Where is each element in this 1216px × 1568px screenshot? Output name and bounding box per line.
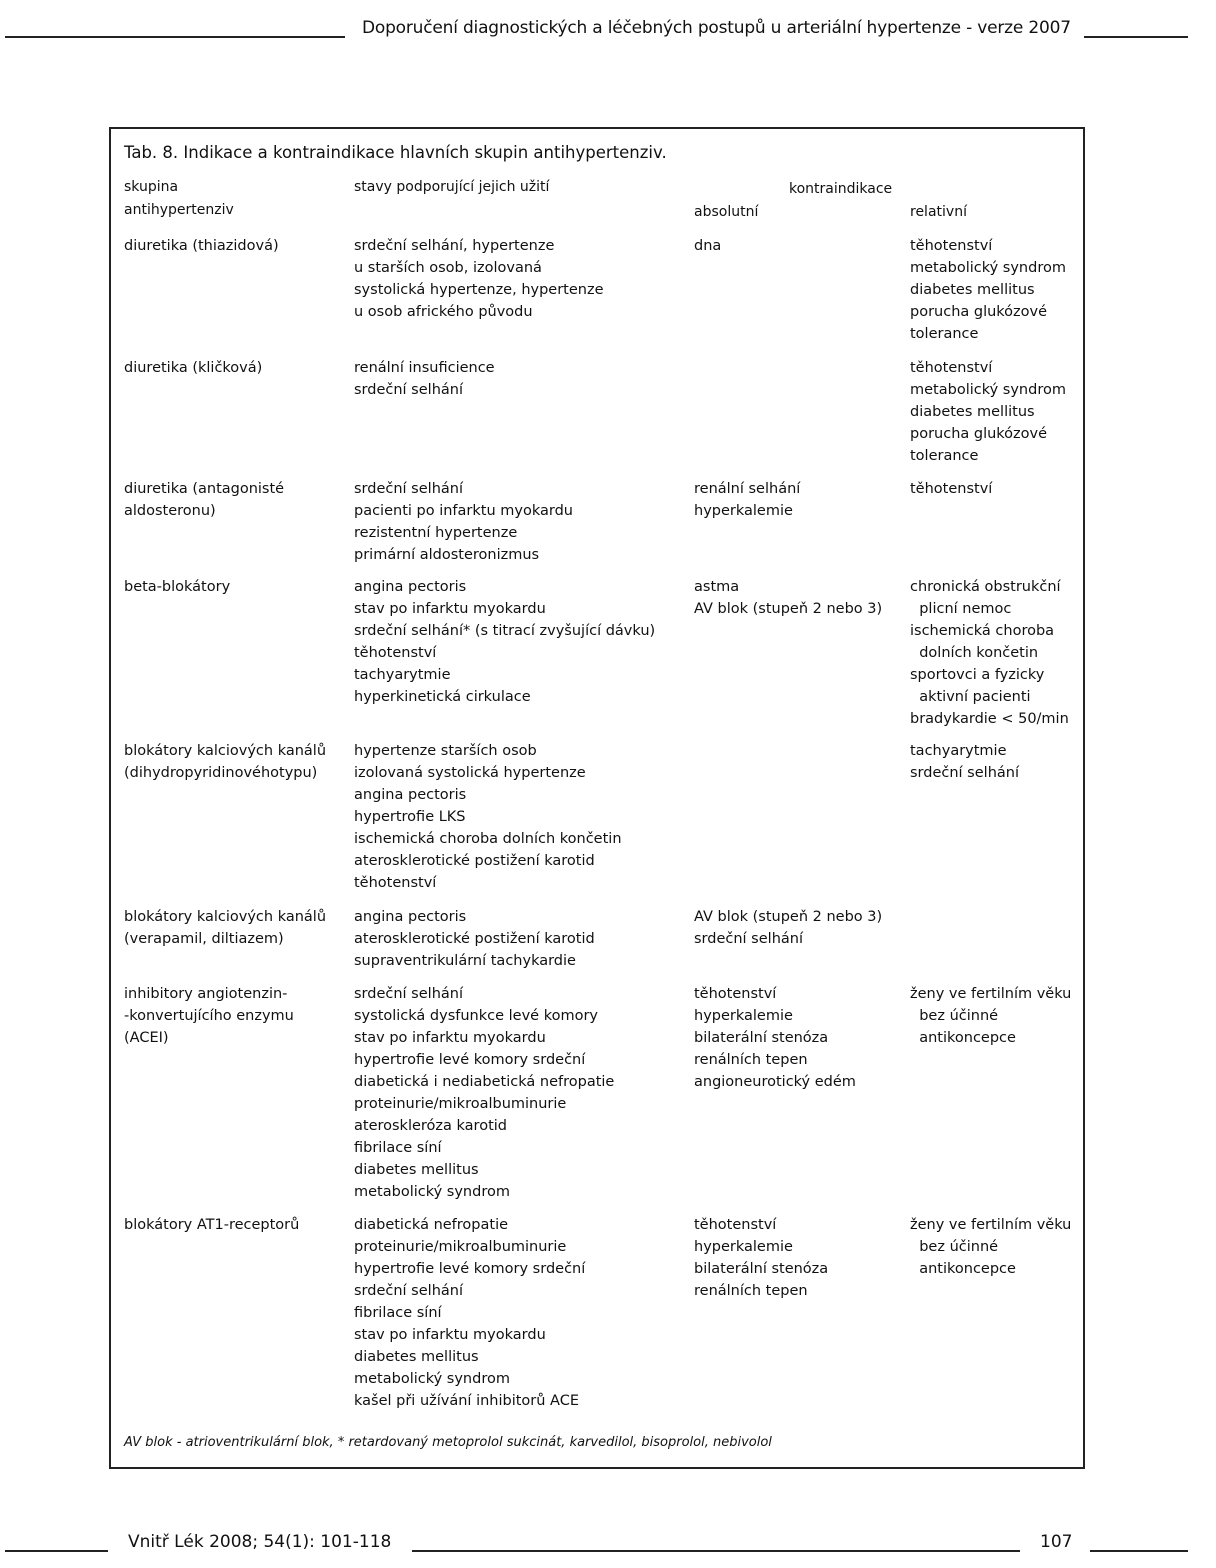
cell-line: diabetes mellitus bbox=[910, 404, 1035, 420]
header-indications: stavy podporující jejich užití bbox=[354, 179, 550, 195]
group-cell bbox=[124, 1214, 299, 1236]
cell-line: srdeční selhání bbox=[354, 986, 463, 1002]
cell-line: těhotenství bbox=[354, 645, 437, 661]
cell-line: diabetes mellitus bbox=[354, 1162, 479, 1178]
absolute-cell bbox=[694, 478, 800, 522]
group-cell bbox=[124, 740, 326, 784]
cell-line: diuretika (thiazidová) bbox=[124, 238, 279, 254]
page-number: 107 bbox=[1040, 1532, 1073, 1552]
group-cell bbox=[124, 235, 279, 257]
cell-line: aldosteronu) bbox=[124, 503, 216, 519]
cell-line: tachyarytmie bbox=[910, 743, 1007, 759]
cell-line: angina pectoris bbox=[354, 909, 467, 925]
cell-line: tolerance bbox=[910, 326, 979, 342]
cell-line: ischemická choroba dolních končetin bbox=[354, 831, 622, 847]
cell-line: (verapamil, diltiazem) bbox=[124, 931, 284, 947]
absolute-cell bbox=[694, 1214, 828, 1302]
cell-line: srdeční selhání* (s titrací zvyšující dávku) bbox=[354, 623, 656, 639]
indications-cell bbox=[354, 906, 595, 972]
cell-line: porucha glukózové bbox=[910, 426, 1048, 442]
cell-line: proteinurie/mikroalbuminurie bbox=[354, 1096, 567, 1112]
cell-line: fibrilace síní bbox=[354, 1140, 442, 1156]
cell-line: beta-blokátory bbox=[124, 579, 231, 595]
cell-line: systolická dysfunkce levé komory bbox=[354, 1008, 598, 1024]
cell-line: těhotenství bbox=[354, 875, 437, 891]
absolute-cell bbox=[694, 983, 856, 1093]
footer-rule-right bbox=[1090, 1550, 1188, 1552]
group-cell bbox=[124, 357, 262, 379]
cell-line: těhotenství bbox=[910, 238, 993, 254]
cell-line: metabolický syndrom bbox=[354, 1184, 510, 1200]
cell-line: chronická obstrukční bbox=[910, 579, 1061, 595]
cell-line: ischemická choroba bbox=[910, 623, 1055, 639]
cell-line: stav po infarktu myokardu bbox=[354, 601, 546, 617]
cell-line: těhotenství bbox=[910, 481, 993, 497]
cell-line: srdeční selhání bbox=[694, 931, 803, 947]
cell-line: astma bbox=[694, 579, 740, 595]
relative-cell bbox=[910, 1214, 1071, 1280]
cell-line: antikoncepce bbox=[910, 1030, 1016, 1046]
cell-line: hypertenze starších osob bbox=[354, 743, 537, 759]
cell-line: blokátory kalciových kanálů bbox=[124, 743, 327, 759]
cell-line: bilaterální stenóza bbox=[694, 1030, 829, 1046]
cell-line: pacienti po infarktu myokardu bbox=[354, 503, 573, 519]
cell-line: těhotenství bbox=[910, 360, 993, 376]
cell-line: diabetes mellitus bbox=[354, 1349, 479, 1365]
cell-line: ženy ve fertilním věku bbox=[910, 986, 1072, 1002]
relative-cell bbox=[910, 235, 1066, 345]
header-contraindications: kontraindikace bbox=[789, 181, 893, 197]
cell-line: srdeční selhání bbox=[354, 382, 463, 398]
cell-line: stav po infarktu myokardu bbox=[354, 1327, 546, 1343]
cell-line: blokátory kalciových kanálů bbox=[124, 909, 327, 925]
cell-line: hyperkalemie bbox=[694, 1008, 793, 1024]
indications-cell bbox=[354, 740, 622, 894]
cell-line: renální insuficience bbox=[354, 360, 495, 376]
cell-line: hyperkalemie bbox=[694, 503, 793, 519]
cell-line: aterosklerotické postižení karotid bbox=[354, 931, 595, 947]
cell-line: fibrilace síní bbox=[354, 1305, 442, 1321]
cell-line: dolních končetin bbox=[910, 645, 1039, 661]
cell-line: bez účinné bbox=[910, 1008, 999, 1024]
cell-line: diuretika (antagonisté bbox=[124, 481, 285, 497]
cell-line: diabetická nefropatie bbox=[354, 1217, 509, 1233]
absolute-cell bbox=[694, 576, 882, 620]
cell-line: těhotenství bbox=[694, 1217, 777, 1233]
footer-rule-middle bbox=[412, 1550, 1020, 1552]
cell-line: u osob afrického původu bbox=[354, 304, 533, 320]
absolute-cell bbox=[694, 906, 882, 950]
cell-line: metabolický syndrom bbox=[354, 1371, 510, 1387]
cell-line: aktivní pacienti bbox=[910, 689, 1031, 705]
cell-line: kašel při užívání inhibitorů ACE bbox=[354, 1393, 580, 1409]
cell-line: renálních tepen bbox=[694, 1052, 808, 1068]
cell-line: ateroskleróza karotid bbox=[354, 1118, 507, 1134]
cell-line: supraventrikulární tachykardie bbox=[354, 953, 576, 969]
cell-line: blokátory AT1-receptorů bbox=[124, 1217, 300, 1233]
header-group-line1: skupina bbox=[124, 179, 179, 195]
cell-line: srdeční selhání, hypertenze bbox=[354, 238, 555, 254]
cell-line: těhotenství bbox=[694, 986, 777, 1002]
cell-line: angioneurotický edém bbox=[694, 1074, 856, 1090]
cell-line: dna bbox=[694, 238, 722, 254]
cell-line: bilaterální stenóza bbox=[694, 1261, 829, 1277]
cell-line: stav po infarktu myokardu bbox=[354, 1030, 546, 1046]
cell-line: tolerance bbox=[910, 448, 979, 464]
cell-line: systolická hypertenze, hypertenze bbox=[354, 282, 604, 298]
cell-line: AV blok (stupeň 2 nebo 3) bbox=[694, 909, 883, 925]
cell-line: plicní nemoc bbox=[910, 601, 1012, 617]
cell-line: primární aldosteronizmus bbox=[354, 547, 540, 563]
cell-line: bez účinné bbox=[910, 1239, 999, 1255]
cell-line: rezistentní hypertenze bbox=[354, 525, 518, 541]
relative-cell bbox=[910, 740, 1019, 784]
cell-line: metabolický syndrom bbox=[910, 382, 1066, 398]
cell-line: aterosklerotické postižení karotid bbox=[354, 853, 595, 869]
absolute-cell bbox=[694, 235, 721, 257]
cell-line: srdeční selhání bbox=[354, 1283, 463, 1299]
cell-line: ženy ve fertilním věku bbox=[910, 1217, 1072, 1233]
header-group-line2: antihypertenziv bbox=[124, 202, 234, 218]
indications-cell bbox=[354, 1214, 585, 1412]
cell-line: AV blok (stupeň 2 nebo 3) bbox=[694, 601, 883, 617]
cell-line: metabolický syndrom bbox=[910, 260, 1066, 276]
cell-line: inhibitory angiotenzin- bbox=[124, 986, 288, 1002]
indications-cell bbox=[354, 576, 655, 708]
group-cell bbox=[124, 906, 326, 950]
cell-line: (ACEI) bbox=[124, 1030, 169, 1046]
journal-citation: Vnitř Lék 2008; 54(1): 101-118 bbox=[128, 1532, 392, 1552]
cell-line: hypertrofie levé komory srdeční bbox=[354, 1052, 586, 1068]
relative-cell bbox=[910, 478, 992, 500]
table-title: Tab. 8. Indikace a kontraindikace hlavních skupin antihypertenziv. bbox=[124, 143, 667, 162]
cell-line: izolovaná systolická hypertenze bbox=[354, 765, 586, 781]
cell-line: hyperkinetická cirkulace bbox=[354, 689, 531, 705]
cell-line: hypertrofie levé komory srdeční bbox=[354, 1261, 586, 1277]
indications-cell bbox=[354, 357, 495, 401]
header-relative: relativní bbox=[910, 204, 967, 220]
running-title: Doporučení diagnostických a léčebných postupů u arteriální hypertenze - verze 2007 bbox=[362, 18, 1071, 38]
relative-cell bbox=[910, 576, 1069, 730]
footer-rule-left bbox=[5, 1550, 108, 1552]
cell-line: (dihydropyridinovéhotypu) bbox=[124, 765, 318, 781]
relative-cell bbox=[910, 983, 1071, 1049]
indications-cell bbox=[354, 983, 614, 1203]
table-frame bbox=[109, 127, 1085, 1469]
indications-cell bbox=[354, 478, 573, 566]
header-absolute: absolutní bbox=[694, 204, 759, 220]
cell-line: hypertrofie LKS bbox=[354, 809, 466, 825]
cell-line: angina pectoris bbox=[354, 579, 467, 595]
cell-line: proteinurie/mikroalbuminurie bbox=[354, 1239, 567, 1255]
cell-line: diabetes mellitus bbox=[910, 282, 1035, 298]
group-cell bbox=[124, 478, 284, 522]
group-cell bbox=[124, 983, 294, 1049]
cell-line: antikoncepce bbox=[910, 1261, 1016, 1277]
cell-line: sportovci a fyzicky bbox=[910, 667, 1045, 683]
cell-line: u starších osob, izolovaná bbox=[354, 260, 542, 276]
cell-line: srdeční selhání bbox=[354, 481, 463, 497]
cell-line: renální selhání bbox=[694, 481, 801, 497]
cell-line: diabetická i nediabetická nefropatie bbox=[354, 1074, 615, 1090]
group-cell bbox=[124, 576, 230, 598]
cell-line: hyperkalemie bbox=[694, 1239, 793, 1255]
cell-line: porucha glukózové bbox=[910, 304, 1048, 320]
relative-cell bbox=[910, 357, 1066, 467]
cell-line: bradykardie < 50/min bbox=[910, 711, 1069, 727]
cell-line: -konvertujícího enzymu bbox=[124, 1008, 294, 1024]
table-footnote: AV blok - atrioventrikulární blok, * retardovaný metoprolol sukcinát, karvedilol, bisoprolol, nebivolol bbox=[124, 1435, 772, 1450]
cell-line: srdeční selhání bbox=[910, 765, 1019, 781]
cell-line: renálních tepen bbox=[694, 1283, 808, 1299]
cell-line: tachyarytmie bbox=[354, 667, 451, 683]
cell-line: diuretika (kličková) bbox=[124, 360, 263, 376]
indications-cell bbox=[354, 235, 604, 323]
header-rule-left bbox=[5, 36, 345, 38]
header-rule-right bbox=[1084, 36, 1188, 38]
cell-line: angina pectoris bbox=[354, 787, 467, 803]
